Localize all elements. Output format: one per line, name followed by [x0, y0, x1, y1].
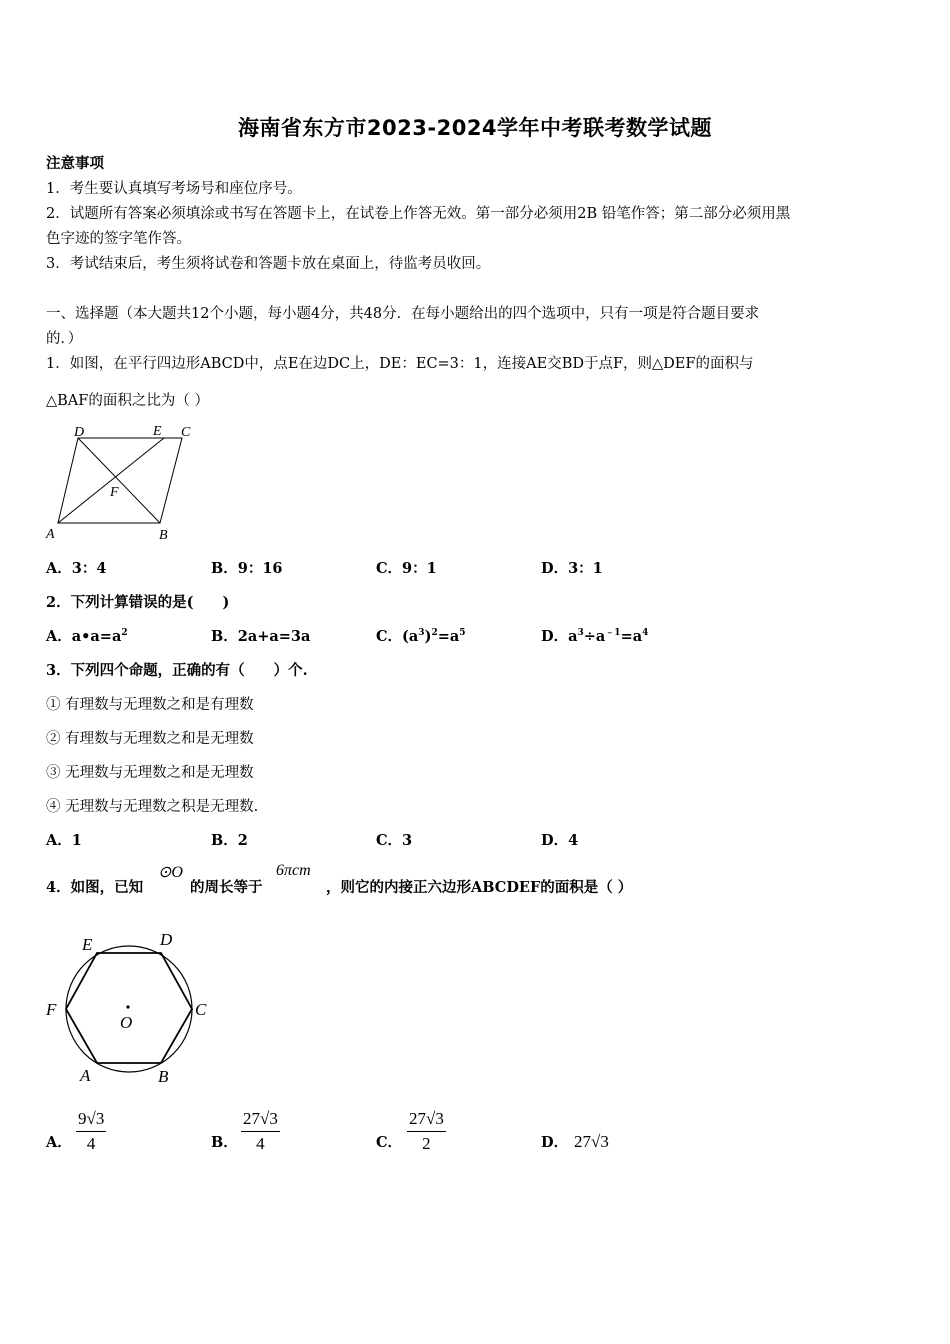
label-b: B — [159, 528, 168, 543]
q1-option-c[interactable]: C．9：1 — [376, 560, 437, 577]
q4-stem-mid: 的周长等于 — [190, 879, 263, 896]
q3-proposition-4: ④ 无理数与无理数之积是无理数. — [46, 799, 259, 815]
label-e: E — [153, 424, 162, 439]
q3-proposition-3: ③ 无理数与无理数之和是无理数 — [46, 765, 254, 781]
q1-option-b[interactable]: B．9：16 — [211, 560, 283, 577]
q3-option-c[interactable]: C．3 — [376, 832, 413, 849]
q4-perimeter: 6πcm — [276, 862, 311, 879]
label-e: E — [82, 935, 93, 954]
q1-stem-line2: △BAF的面积之比为（ ） — [46, 393, 209, 409]
q4-option-b-denominator: 4 — [256, 1134, 265, 1153]
q2-option-d-sup3: 4 — [642, 628, 649, 639]
q3-proposition-2: ② 有理数与无理数之和是无理数 — [46, 731, 254, 747]
q2-option-c-mid: ) — [424, 628, 432, 645]
label-a: A — [80, 1066, 91, 1085]
q4-option-a-fraction[interactable] — [76, 1109, 106, 1154]
q2-option-c-sup1: 3 — [418, 628, 425, 639]
page-title: 海南省东方市2023-2024学年中考联考数学试题 — [237, 116, 713, 140]
q3-stem: 3．下列四个命题，正确的有（ ）个. — [46, 662, 308, 679]
q2-option-c[interactable] — [376, 625, 466, 646]
q1-stem-line1: 1．如图，在平行四边形ABCD中，点E在边DC上，DE：EC=3：1，连接AE交BD于点F，则△DEF的面积与 — [46, 356, 754, 372]
q2-stem: 2．下列计算错误的是( ) — [46, 594, 230, 611]
q2-option-b[interactable]: B．2a+a=3a — [211, 628, 311, 645]
q2-option-d-sup2: ﹣1 — [605, 628, 621, 639]
parallelogram-abcd — [58, 438, 182, 523]
notice-item-1: 1．考生要认真填写考场号和座位序号。 — [46, 181, 302, 197]
q4-stem-pre: 4．如图，已知 — [46, 879, 144, 896]
q4-option-b-label[interactable]: B． — [211, 1134, 238, 1151]
q4-option-d-label[interactable]: D． — [541, 1134, 569, 1151]
notice-item-3: 3．考试结束后，考生须将试卷和答题卡放在桌面上，待监考员收回。 — [46, 256, 491, 272]
section-header-line1: 一、选择题（本大题共12个小题，每小题4分，共48分．在每小题给出的四个选项中，只有一项是符合题目要求 — [46, 306, 760, 322]
q4-option-d-value[interactable]: 27√3 — [574, 1132, 609, 1151]
q4-option-c-label[interactable]: C． — [376, 1134, 403, 1151]
q3-option-d[interactable]: D．4 — [541, 832, 579, 849]
q1-option-a[interactable]: A．3：4 — [46, 560, 107, 577]
q4-circle-symbol: ⊙O — [158, 864, 183, 881]
label-f: F — [46, 1000, 57, 1019]
q4-option-c-numerator: 27√3 — [407, 1109, 446, 1132]
center-point — [126, 1005, 129, 1008]
q4-stem-post: ，则它的内接正六边形ABCDEF的面积是（ ） — [326, 879, 633, 896]
q1-option-d[interactable]: D．3：1 — [541, 560, 603, 577]
q2-option-c-mid2: =a — [437, 628, 460, 645]
q3-option-a[interactable]: A．1 — [46, 832, 82, 849]
q4-option-c-denominator: 2 — [422, 1134, 431, 1153]
notice-item-2a: 2．试题所有答案必须填涂或书写在答题卡上，在试卷上作答无效。第一部分必须用2B 铅笔作答；第二部分必须用黑 — [46, 206, 791, 222]
q2-option-d[interactable] — [541, 625, 648, 646]
label-d: D — [74, 425, 85, 440]
q1-parallelogram-figure — [40, 418, 210, 546]
label-c: C — [181, 425, 191, 440]
q2-option-c-pre: C．(a — [376, 628, 419, 645]
q2-option-d-mid: ÷a — [583, 628, 606, 645]
q2-option-a-text: A．a•a=a — [46, 628, 122, 645]
label-c: C — [195, 1000, 207, 1019]
circle-o — [66, 946, 192, 1072]
q2-option-d-sup1: 3 — [577, 628, 584, 639]
q2-option-c-sup3: 5 — [459, 628, 466, 639]
label-a: A — [46, 527, 55, 542]
q4-option-a-denominator: 4 — [86, 1134, 96, 1153]
q4-option-c-fraction[interactable] — [407, 1109, 446, 1154]
q2-option-d-mid2: =a — [620, 628, 643, 645]
label-b: B — [158, 1067, 169, 1086]
q4-option-b-fraction[interactable] — [241, 1109, 280, 1154]
q2-option-a[interactable] — [46, 625, 128, 646]
q4-option-a-numerator: 9√3 — [76, 1109, 106, 1132]
notice-item-2b: 色字迹的签字笔作答。 — [46, 231, 191, 247]
q3-proposition-1: ① 有理数与无理数之和是有理数 — [46, 697, 254, 713]
label-d: D — [160, 930, 173, 949]
section-header-line2: 的．） — [46, 331, 83, 347]
q4-option-b-numerator: 27√3 — [241, 1109, 280, 1132]
q2-option-c-sup2: 2 — [431, 628, 438, 639]
q2-option-d-pre: D．a — [541, 628, 578, 645]
q4-option-a-label[interactable]: A． — [46, 1134, 72, 1151]
label-f: F — [110, 485, 119, 500]
q3-option-b[interactable]: B．2 — [211, 832, 248, 849]
label-o: O — [120, 1013, 133, 1032]
q2-option-a-sup: 2 — [121, 628, 128, 639]
q4-hexagon-figure — [40, 925, 220, 1090]
notice-heading: 注意事项 — [46, 155, 104, 172]
